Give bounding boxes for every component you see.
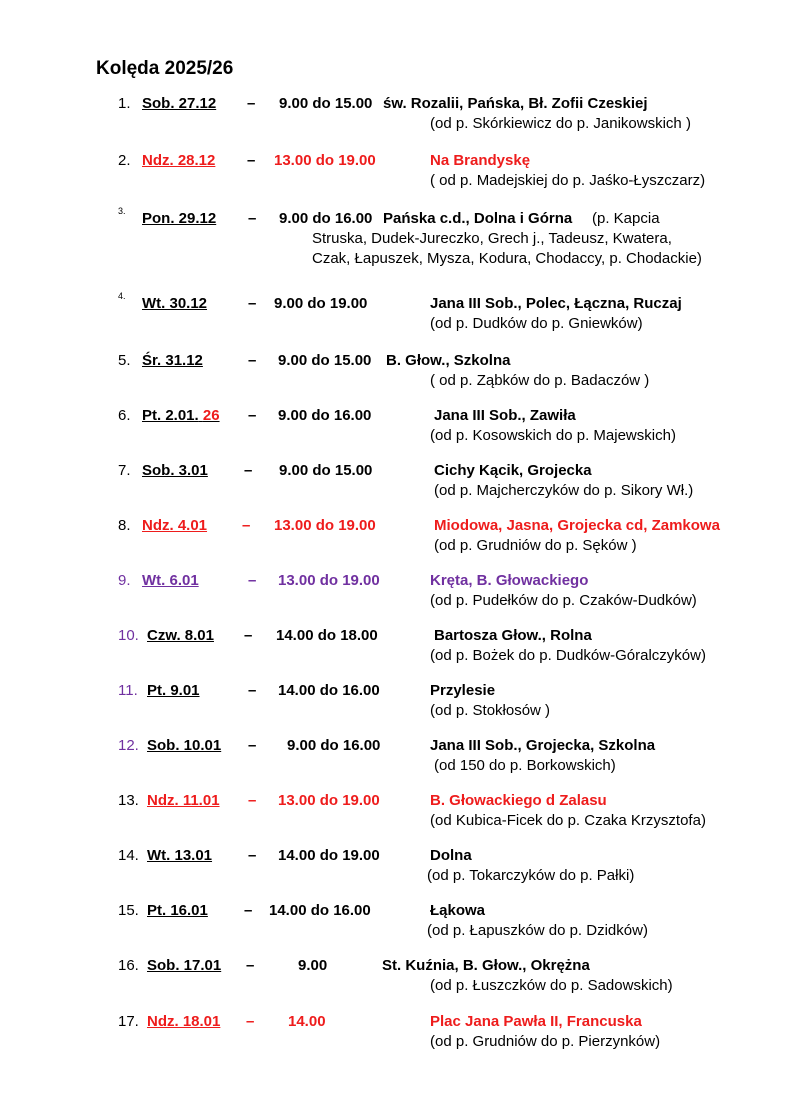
entry-families: (od p. Bożek do p. Dudków-Góralczyków)	[430, 647, 706, 664]
entry-day: Czw. 8.01	[147, 627, 214, 644]
entry-day: Sob. 27.12	[142, 95, 217, 112]
entry-streets: Dolna	[430, 847, 472, 864]
entry-number: 16.	[118, 957, 139, 974]
entry-day: Wt. 30.12	[142, 295, 208, 312]
entry-families: ( od p. Madejskiej do p. Jaśko-Łyszczarz)	[430, 172, 706, 189]
entry-streets: Na Brandyskę	[430, 152, 531, 169]
entry-dash: –	[248, 847, 257, 864]
entry-dash: –	[248, 407, 257, 424]
entry-number: 4.	[118, 291, 126, 301]
entry-number: 3.	[118, 206, 126, 216]
entry-dash: –	[246, 1013, 255, 1030]
entry-day: Ndz. 11.01	[147, 792, 220, 809]
entry-families: (od p. Tokarczyków do p. Pałki)	[427, 867, 635, 884]
entry-streets: św. Rozalii, Pańska, Bł. Zofii Czeskiej	[383, 95, 648, 112]
entry-dash: –	[248, 682, 257, 699]
entry-day: Wt. 6.01	[142, 572, 199, 589]
entry-dash: –	[248, 572, 257, 589]
entry-dash: –	[248, 792, 257, 809]
entry-time: 9.00 do 16.00	[279, 210, 373, 227]
entry-streets: B. Głow., Szkolna	[386, 352, 511, 369]
entry-streets: Kręta, B. Głowackiego	[430, 572, 589, 589]
entry-dash: –	[247, 95, 256, 112]
entry-time: 9.00	[298, 957, 328, 974]
entry-day: Ndz. 28.12	[142, 152, 216, 169]
entry-number: 11.	[118, 682, 138, 699]
entry-number: 1.	[118, 95, 131, 112]
entry-time: 9.00 do 15.00	[279, 462, 373, 479]
entry-streets: Bartosza Głow., Rolna	[434, 627, 592, 644]
entry-time: 13.00 do 19.00	[278, 572, 380, 589]
entry-streets: St. Kuźnia, B. Głow., Okrężna	[382, 957, 590, 974]
entry-time: 14.00 do 16.00	[269, 902, 371, 919]
entry-dash: –	[244, 462, 253, 479]
entry-day: Ndz. 4.01	[142, 517, 208, 534]
entry-streets: Plac Jana Pawła II, Francuska	[430, 1013, 642, 1030]
entry-number: 6.	[118, 407, 131, 424]
entry-streets: Miodowa, Jasna, Grojecka cd, Zamkowa	[434, 517, 720, 534]
entry-families: (od p. Łuszczków do p. Sadowskich)	[430, 977, 673, 994]
entry-families: (od p. Skórkiewicz do p. Janikowskich )	[430, 115, 691, 132]
entry-day: Sob. 17.01	[147, 957, 222, 974]
entry-number: 5.	[118, 352, 131, 369]
entry-day: Pt. 16.01	[147, 902, 208, 919]
entry-day: Pon. 29.12	[142, 210, 217, 227]
entry-day-date: Pt. 2.01.	[142, 407, 199, 424]
entry-families: (od p. Grudniów do p. Sęków )	[434, 537, 637, 554]
entry-day-year: 26	[202, 407, 220, 424]
entry-families: (od Kubica-Ficek do p. Czaka Krzysztofa)	[430, 812, 706, 829]
entry-families: (od p. Pudełków do p. Czaków-Dudków)	[430, 592, 697, 609]
entry-streets: Jana III Sob., Grojecka, Szkolna	[430, 737, 656, 754]
entry-families: ( od p. Ząbków do p. Badaczów )	[430, 372, 650, 389]
entry-time: 9.00 do 15.00	[278, 352, 372, 369]
entry-number: 13.	[118, 792, 139, 809]
entry-time: 13.00 do 19.00	[274, 517, 376, 534]
entry-families-line: Struska, Dudek-Jureczko, Grech j., Tadeusz, Kwatera,	[312, 230, 672, 247]
entry-dash: –	[247, 152, 256, 169]
entry-day: Sob. 3.01	[142, 462, 208, 479]
entry-number: 12.	[118, 737, 139, 754]
entry-families: (od p. Łapuszków do p. Dzidków)	[427, 922, 648, 939]
entry-number: 2.	[118, 152, 131, 169]
entry-families: (od p. Stokłosów )	[430, 702, 551, 719]
entry-streets: B. Głowackiego d Zalasu	[430, 792, 607, 809]
entry-dash: –	[244, 902, 253, 919]
entry-time: 13.00 do 19.00	[274, 152, 376, 169]
entry-number: 7.	[118, 462, 131, 479]
entry-streets: Przylesie	[430, 682, 496, 699]
entry-number: 15.	[118, 902, 139, 919]
entry-time: 14.00 do 18.00	[276, 627, 378, 644]
entry-time: 9.00 do 19.00	[274, 295, 368, 312]
entry-time: 14.00 do 16.00	[278, 682, 380, 699]
entry-time: 9.00 do 15.00	[279, 95, 373, 112]
entry-day	[142, 407, 220, 424]
entry-families: (od 150 do p. Borkowskich)	[434, 757, 616, 774]
entry-dash: –	[248, 210, 257, 227]
entry-time: 13.00 do 19.00	[278, 792, 380, 809]
entry-families-line: Czak, Łapuszek, Mysza, Kodura, Chodaccy, p. Chodackie)	[312, 250, 702, 267]
entry-dash: –	[242, 517, 251, 534]
entry-number: 10.	[118, 627, 139, 644]
entry-dash: –	[248, 352, 257, 369]
entry-time: 14.00 do 19.00	[278, 847, 380, 864]
entry-families: (od p. Grudniów do p. Pierzynków)	[430, 1033, 661, 1050]
entry-number: 14.	[118, 847, 139, 864]
entry-streets: Pańska c.d., Dolna i Górna	[383, 210, 573, 227]
entry-streets: Jana III Sob., Zawiła	[434, 407, 576, 424]
entry-families: (od p. Majcherczyków do p. Sikory Wł.)	[434, 482, 694, 499]
entry-day: Śr. 31.12	[142, 352, 203, 369]
page-title: Kolęda 2025/26	[96, 58, 234, 79]
entry-time: 9.00 do 16.00	[278, 407, 372, 424]
entry-number: 8.	[118, 517, 131, 534]
entry-day: Pt. 9.01	[147, 682, 200, 699]
entry-streets: Jana III Sob., Polec, Łączna, Ruczaj	[430, 295, 682, 312]
entry-families: (od p. Dudków do p. Gniewków)	[430, 315, 643, 332]
entry-dash: –	[248, 295, 257, 312]
entry-dash: –	[246, 957, 255, 974]
entry-families: (p. Kapcia	[592, 210, 660, 227]
entry-day: Ndz. 18.01	[147, 1013, 221, 1030]
entry-time: 14.00	[288, 1013, 326, 1030]
entry-dash: –	[248, 737, 257, 754]
entry-dash: –	[244, 627, 253, 644]
entry-families: (od p. Kosowskich do p. Majewskich)	[430, 427, 676, 444]
entry-day: Wt. 13.01	[147, 847, 213, 864]
entry-number: 17.	[118, 1013, 139, 1030]
entry-time: 9.00 do 16.00	[287, 737, 381, 754]
entry-streets: Łąkowa	[430, 902, 486, 919]
entry-day: Sob. 10.01	[147, 737, 222, 754]
entry-streets: Cichy Kącik, Grojecka	[434, 462, 592, 479]
entry-number: 9.	[118, 572, 131, 589]
